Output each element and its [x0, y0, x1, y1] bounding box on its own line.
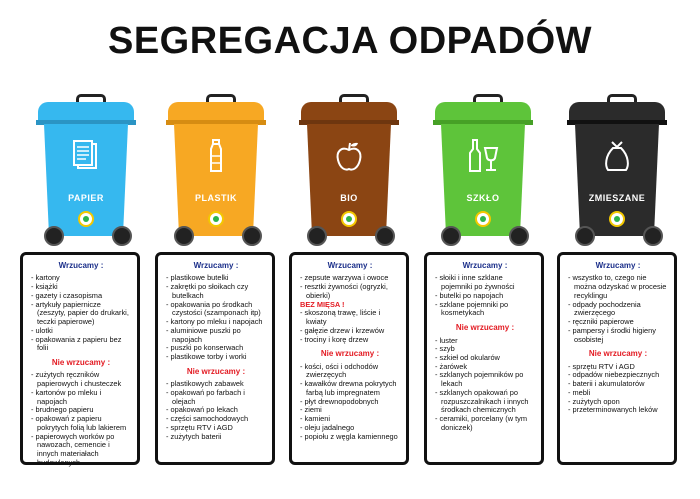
list-item: - aluminiowe puszki po napojach: [166, 325, 241, 344]
warning-note: BEZ MIĘSA !: [300, 299, 345, 309]
list-item: - opakowania z papieru bez folii: [31, 334, 122, 353]
list-item: - kamieni: [300, 414, 330, 424]
bin-label: PAPIER: [68, 193, 104, 203]
bin-label: ZMIESZANE: [588, 193, 646, 203]
yes-heading: Wrzucamy :: [327, 261, 373, 270]
list-item: - odpady pochodzenia zwierzęcego: [568, 299, 641, 318]
recycle-badge-icon: [609, 211, 625, 227]
list-item: - kartony po mleku i napojach: [166, 317, 263, 327]
bin-lid: [301, 102, 397, 122]
list-item: - papierowych worków po nawozach, cemencie i innych materiałach budowlanych: [31, 431, 115, 467]
list-item: - plastikowe butelki: [166, 273, 229, 283]
yes-heading: Wrzucamy :: [58, 261, 104, 270]
bin-wheel: [441, 226, 461, 246]
list-item: - plastikowe torby i worki: [166, 352, 247, 362]
info-card-bio: [289, 252, 409, 465]
list-item: - kości, ości i odchodów zwierzęcych: [300, 361, 379, 380]
list-item: - zepsute warzywa i owoce: [300, 273, 389, 283]
yes-heading: Wrzucamy :: [595, 261, 641, 270]
info-card-papier: [20, 252, 140, 465]
list-item: - części samochodowych: [166, 414, 249, 424]
no-heading: Nie wrzucamy :: [455, 323, 515, 333]
list-item: - oleju jadalnego: [300, 422, 355, 432]
page-title: SEGREGACJA ODPADÓW: [107, 20, 593, 62]
yes-heading: Wrzucamy :: [193, 261, 239, 270]
no-heading: Nie wrzucamy :: [51, 358, 111, 368]
list-item: - szklanych pojemników po lekach: [435, 370, 524, 389]
list-item: - baterii i akumulatorów: [568, 379, 645, 389]
list-item: - opakowania po środkach czystości (szamponach itp): [166, 299, 261, 318]
list-item: - zużytych ręczników papierowych i chusteczek: [31, 370, 122, 389]
bin-lid: [38, 102, 134, 122]
bin-plastik: [170, 98, 262, 248]
info-card-plastik: [155, 252, 275, 465]
yes-heading: Wrzucamy :: [462, 261, 508, 270]
bin-zmieszane: [571, 98, 663, 248]
list-item: - wszystko to, czego nie można odzyskać w procesie recyklingu: [568, 273, 667, 300]
list-item: - kartony: [31, 273, 60, 283]
bin-wheel: [575, 226, 595, 246]
bin-lid: [435, 102, 531, 122]
bin-szklo: [437, 98, 529, 248]
glass-bottle-icon: [465, 138, 501, 174]
list-item: - butelki po napojach: [435, 290, 504, 300]
list-item: - zużytych opon: [568, 396, 620, 406]
list-item: - mebli: [568, 387, 591, 397]
list-item: - luster: [435, 335, 458, 345]
list-item: - gałęzie drzew i krzewów: [300, 325, 385, 335]
bin-lid: [569, 102, 665, 122]
list-item: - książki: [31, 282, 58, 292]
list-item: - gazety i czasopisma: [31, 290, 103, 300]
bin-papier: [40, 98, 132, 248]
no-heading: Nie wrzucamy :: [588, 349, 648, 359]
bin-wheel: [307, 226, 327, 246]
list-item: - kartonów po mleku i napojach: [31, 387, 102, 406]
list-item: - opakowań po farbach i olejach: [166, 387, 245, 406]
bin-wheel: [509, 226, 529, 246]
bin-lid: [168, 102, 264, 122]
list-item: - plastikowych zabawek: [166, 379, 244, 389]
list-item: - sprzętu RTV i AGD: [568, 361, 635, 371]
list-item: - brudnego papieru: [31, 405, 94, 415]
info-card-szklo: [424, 252, 544, 465]
bin-wheel: [44, 226, 64, 246]
recycle-badge-icon: [208, 211, 224, 227]
list-item: - szyb: [435, 344, 455, 354]
list-item: - zużytych baterii: [166, 431, 222, 441]
bin-wheel: [112, 226, 132, 246]
trash-bag-icon: [599, 138, 635, 174]
no-heading: Nie wrzucamy :: [186, 366, 246, 376]
bin-label: SZKŁO: [466, 193, 500, 203]
list-item: - opakowań po lekach: [166, 405, 238, 415]
list-item: - puszki po konserwach: [166, 343, 244, 353]
list-item: - kawałków drewna pokrytych farbą lub impregnatem: [300, 379, 397, 397]
recycle-badge-icon: [341, 211, 357, 227]
no-heading: Nie wrzucamy :: [320, 349, 380, 359]
list-item: - zakrętki po słoikach czy butelkach: [166, 282, 249, 300]
bin-wheel: [242, 226, 262, 246]
list-item: - ceramiki, porcelany (w tym doniczek): [435, 414, 527, 432]
recycle-badge-icon: [78, 211, 94, 227]
list-item: - skoszoną trawę, liście i kwiaty: [300, 308, 381, 327]
bin-wheel: [643, 226, 663, 246]
list-item: - szklane pojemniki po kosmetykach: [435, 299, 509, 318]
list-item: - szkieł od okularów: [435, 353, 500, 363]
list-item: - żarówek: [435, 361, 468, 371]
list-item: - szklanych opakowań po rozpuszczalnikach i innych środkach chemicznych: [435, 387, 529, 415]
list-item: - popiołu z węgla kamiennego: [300, 431, 398, 441]
bin-wheel: [174, 226, 194, 246]
paper-stack-icon: [68, 138, 104, 174]
info-card-zmieszane: [557, 252, 677, 465]
bin-label: BIO: [340, 193, 358, 203]
list-item: - resztki żywności (ogryzki, obierki): [300, 282, 388, 300]
list-item: - pampersy i środki higieny osobistej: [568, 325, 656, 344]
list-item: - artykuły papiernicze (zeszyty, papier do drukarki, teczki papierowe): [31, 299, 129, 327]
list-item: - przeterminowanych leków: [568, 405, 658, 415]
list-item: - słoiki i inne szklane pojemniki po żywności: [435, 273, 515, 292]
bin-bio: [303, 98, 395, 248]
bin-wheel: [375, 226, 395, 246]
list-item: - ziemi: [300, 405, 322, 415]
list-item: - ulotki: [31, 325, 53, 335]
bottle-icon: [198, 138, 234, 174]
list-item: - trociny i korę drzew: [300, 334, 369, 344]
recycle-badge-icon: [475, 211, 491, 227]
list-item: - płyt drewnopodobnych: [300, 396, 379, 406]
list-item: - odpadów niebezpiecznych: [568, 370, 660, 380]
apple-icon: [331, 138, 367, 174]
list-item: - sprzętu RTV i AGD: [166, 422, 233, 432]
list-item: - ręczniki papierowe: [568, 317, 634, 327]
bin-label: PLASTIK: [194, 193, 237, 203]
list-item: - opakowań z papieru pokrytych folią lub lakierem: [31, 414, 127, 432]
